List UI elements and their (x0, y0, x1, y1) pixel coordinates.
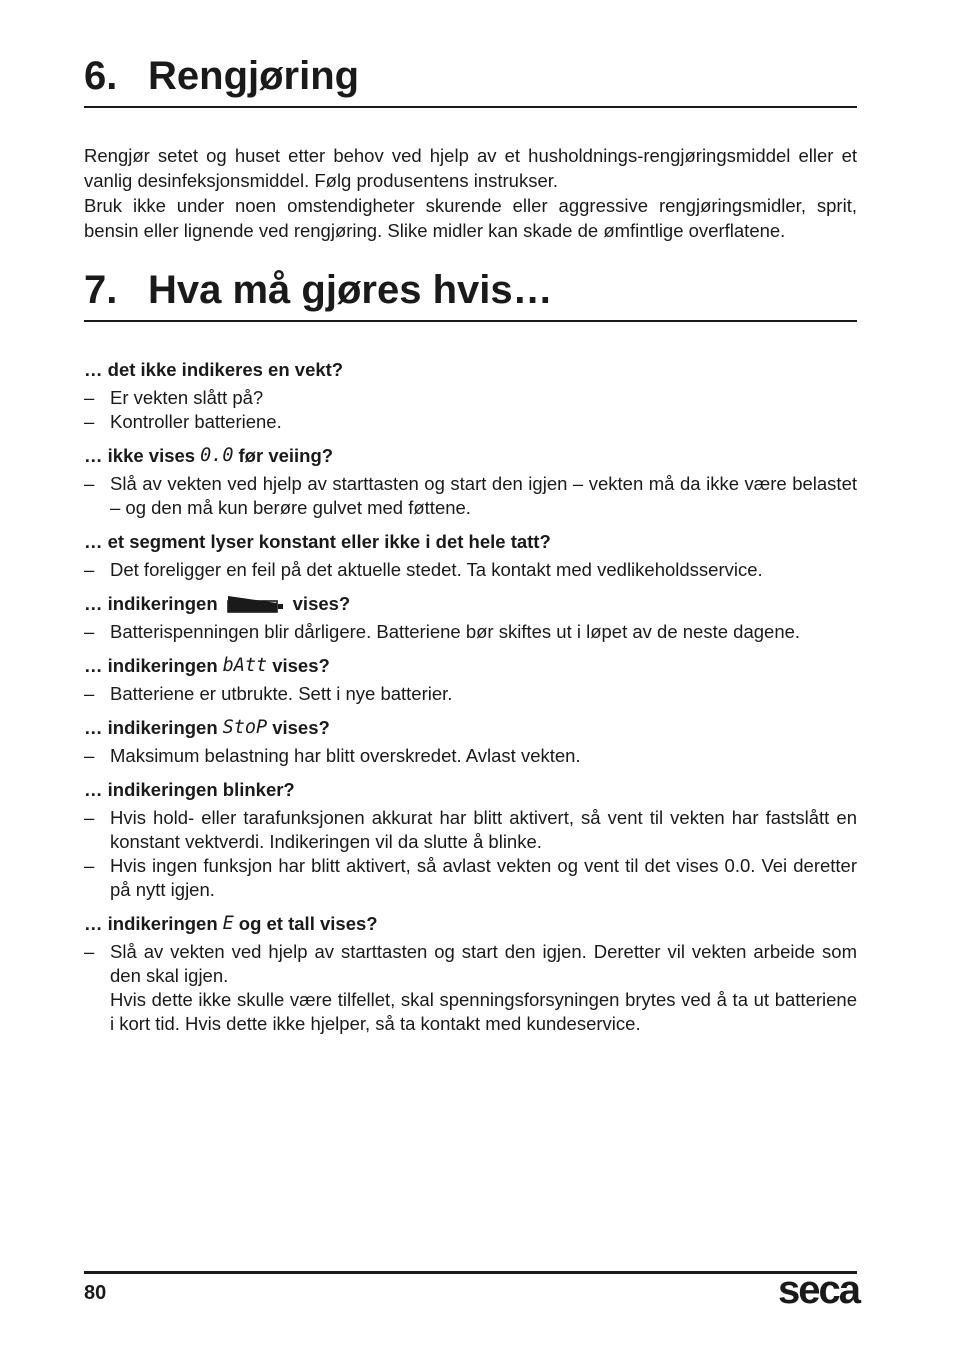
faq-question-suffix: vises? (272, 655, 330, 676)
faq-question (84, 716, 857, 740)
battery-low-icon (227, 595, 285, 613)
faq-item (84, 654, 857, 706)
section-7-title: Hva må gjøres hvis… (148, 268, 553, 312)
faq-question (84, 654, 857, 678)
faq-question-text: … et segment lyser konstant eller ikke i det hele tatt? (84, 531, 551, 552)
faq-question (84, 912, 857, 936)
faq-answers (84, 558, 857, 582)
section-7-number: 7. (84, 268, 118, 312)
faq-answer: – Er vekten slått på? (84, 386, 857, 410)
faq-answer: – Batterispenningen blir dårligere. Batteriene bør skiftes ut i løpet av de neste dagene. (84, 620, 857, 644)
footer-divider (84, 1271, 857, 1274)
faq-item (84, 716, 857, 768)
faq-answer: – Maksimum belastning har blitt overskredet. Avlast vekten. (84, 744, 857, 768)
faq-answers (84, 620, 857, 644)
faq-question (84, 592, 857, 616)
faq-item (84, 778, 857, 902)
faq-answers (84, 472, 857, 520)
faq-question-text: … indikeringen (84, 593, 218, 614)
faq-answers (84, 940, 857, 1036)
faq-question-text: … det ikke indikeres en vekt? (84, 359, 344, 380)
faq-list (84, 358, 857, 1036)
faq-answer: – Hvis ingen funksjon har blitt aktivert, så avlast vekten og vent til det vises 0.0. Vei deretter på nytt igjen. (84, 854, 857, 902)
faq-answer: – Det foreligger en feil på det aktuelle stedet. Ta kontakt med vedlikeholdsservice. (84, 558, 857, 582)
faq-answers (84, 386, 857, 434)
faq-question-text: … indikeringen (84, 717, 218, 738)
faq-item (84, 912, 857, 1036)
faq-item (84, 444, 857, 520)
section-6-number: 6. (84, 54, 118, 98)
faq-question-suffix: før veiing? (238, 445, 334, 466)
section-7-heading (84, 266, 857, 322)
faq-question-text: … indikeringen (84, 913, 218, 934)
display-segment-symbol: bAtt (222, 655, 268, 676)
faq-answer-continuation: Hvis dette ikke skulle være tilfellet, skal spenningsforsyningen brytes ved å ta ut batteriene i kort tid. Hvis dette ikke hjelper, så ta kontakt med kundeservice. (110, 989, 857, 1034)
faq-item (84, 358, 857, 434)
section-6-paragraph-2: Bruk ikke under noen omstendigheter skurende eller aggressive rengjøringsmidler, sprit, bensin eller lignende ved rengjøring. Slike midler kan skade de ømfintlige overflatene. (84, 195, 857, 241)
faq-answer: – Slå av vekten ved hjelp av starttasten og start den igjen. Deretter vil vekten arbeide som den skal igjen. (84, 940, 857, 988)
page-number: 80 (84, 1282, 107, 1304)
faq-question-suffix: og et tall vises? (238, 913, 378, 934)
faq-answer: – Slå av vekten ved hjelp av starttasten og start den igjen – vekten må da ikke være belastet – og den må kun berøre gulvet med føttene. (84, 472, 857, 520)
faq-answer: – Hvis hold- eller tarafunksjonen akkurat har blitt aktivert, så vent til vekten har fastslått en konstant vektverdi. Indikeringen vil da slutte å blinke. (84, 806, 857, 854)
faq-question-text: … indikeringen blinker? (84, 779, 295, 800)
section-6-body (84, 143, 857, 243)
display-segment-symbol: E (222, 913, 234, 934)
faq-question-suffix: vises? (272, 717, 330, 738)
faq-question-text: … indikeringen (84, 655, 218, 676)
faq-answers (84, 682, 857, 706)
seca-logo: seca (778, 1268, 859, 1312)
faq-answer: – Batteriene er utbrukte. Sett i nye batterier. (84, 682, 857, 706)
section-6-heading (84, 52, 857, 108)
display-segment-symbol: StoP (222, 717, 268, 738)
faq-answers (84, 806, 857, 902)
faq-question (84, 778, 857, 802)
faq-item (84, 592, 857, 644)
faq-answer: – Kontroller batteriene. (84, 410, 857, 434)
faq-question (84, 444, 857, 468)
faq-question (84, 358, 857, 382)
faq-item (84, 530, 857, 582)
faq-question (84, 530, 857, 554)
faq-answers (84, 744, 857, 768)
faq-question-text: … ikke vises (84, 445, 196, 466)
section-6-paragraph-1: Rengjør setet og huset etter behov ved hjelp av et husholdnings-rengjøringsmiddel eller et vanlig desinfeksjonsmiddel. Følg produsentens instrukser. (84, 145, 857, 191)
section-6-title: Rengjøring (148, 54, 360, 98)
display-segment-symbol: 0.0 (200, 445, 234, 466)
faq-question-suffix: vises? (292, 593, 351, 614)
